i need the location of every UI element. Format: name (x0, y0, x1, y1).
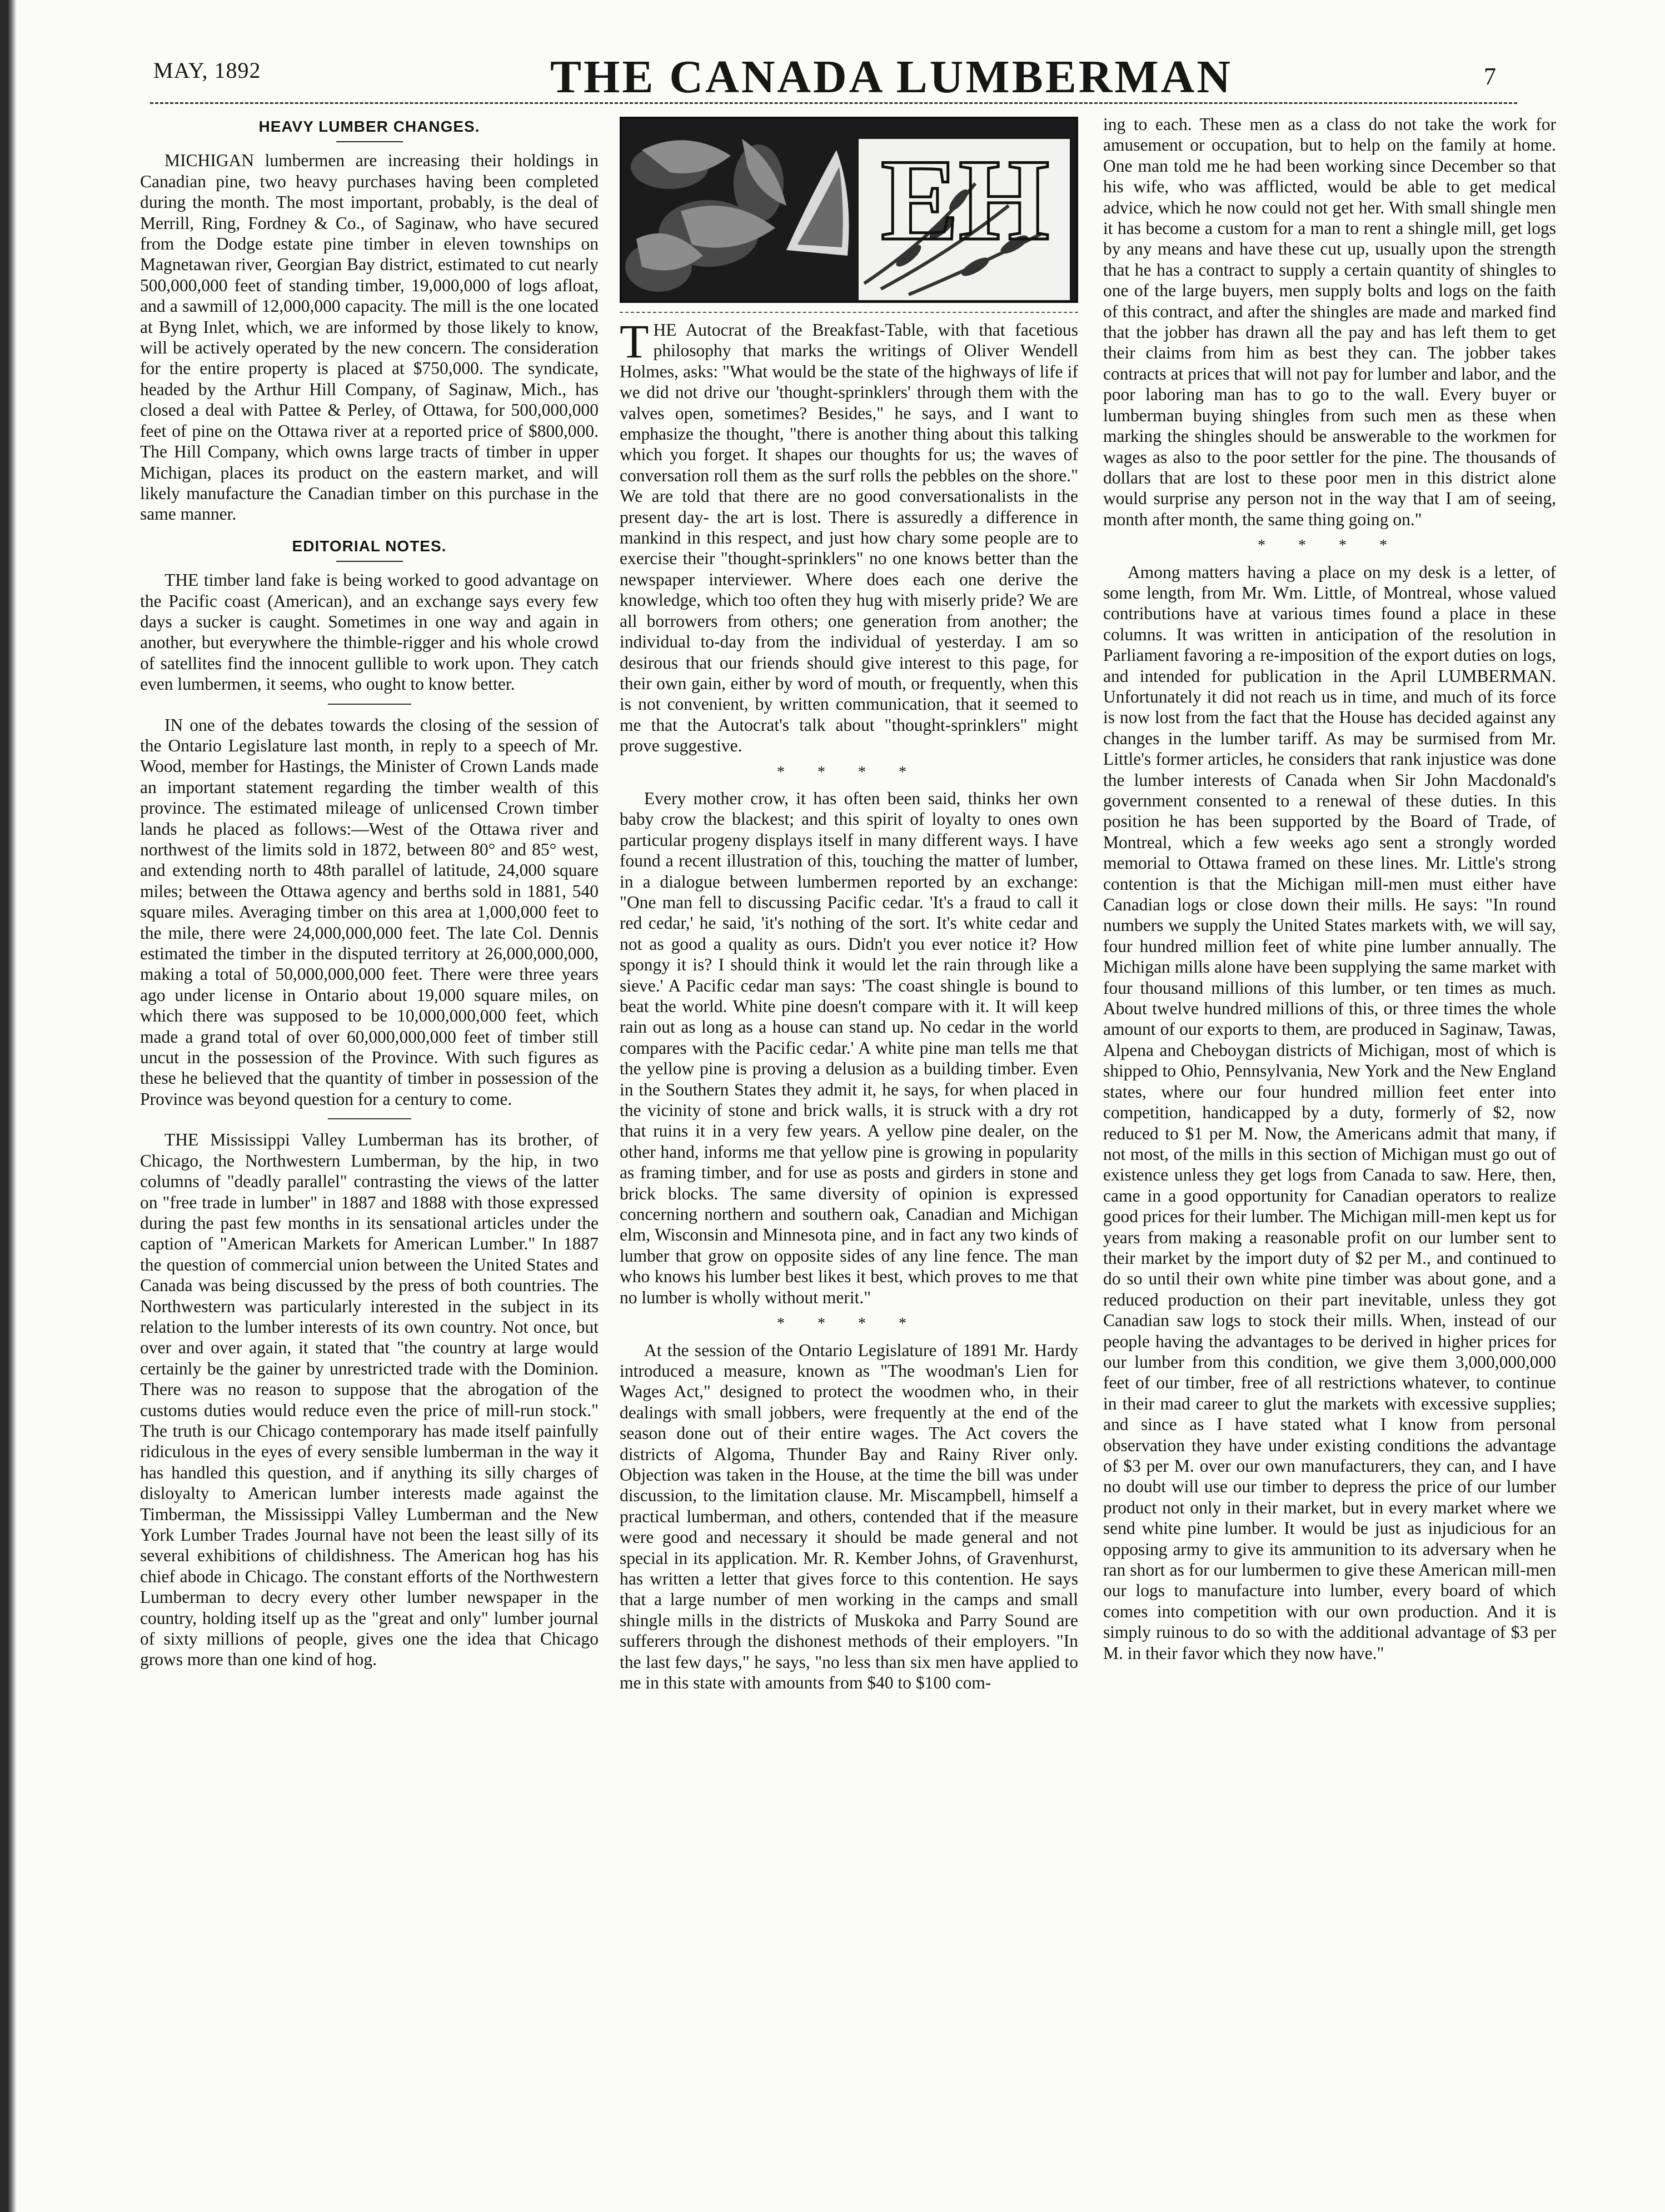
editorial-ontario-legislature: IN one of the debates towards the closing of the session of the Ontario Legislature last month, in reply to a speech of Mr. Wood, member for Hastings, the Minister of Crown Lands made an important statement regarding the timber wealth of this province. The estimated mileage of unlicensed Crown timber lands he placed as follows:—West of the Ottawa river and northwest of the limits sold in 1872, between 80° and 85° west, and extending north to 48th parallel of latitude, 24,000 square miles; between the Ottawa agency and berths sold in 1881, 540 square miles. Averaging timber on this area at 1,000,000 feet to the mile, there were 24,000,000,000 feet. The late Col. Dennis estimated the timber in the disputed territory at 26,000,000,000, making a total of 50,000,000,000 feet. There were three years ago under license in Ontario about 19,000 square miles, on which there was supposed to be 10,000,000,000 feet, which made a grand total of over 60,000,000,000 feet of timber still uncut in the possession of the Province. With such figures as these he believed that the quantity of timber in possession of the Province was beyond question for a century to come. (140, 715, 599, 1109)
column-middle (620, 117, 1078, 1698)
column-right (1103, 114, 1556, 1669)
section-stars: * * * * (777, 763, 921, 781)
ornament-rule (620, 312, 1078, 313)
header-rule (150, 102, 1517, 104)
heading-underline (336, 141, 403, 142)
engraving-image (620, 117, 1078, 303)
article-heavy-lumber-changes: MICHIGAN lumbermen are increasing their holdings in Canadian pine, two heavy purchases having been completed during the month. The most important, probably, is the deal of Merrill, Ring, Fordney & Co., of Saginaw, who have secured from the Dodge estate pine timber in eleven townships on Magnetawan river, Georgian Bay district, estimated to cut nearly 500,000,000 feet of standing timber, 19,000,000 of logs afloat, and a sawmill of 12,000,000 capacity. The mill is the one located at Byng Inlet, which, we are informed by those likely to know, will be actively operated by the new concern. The consideration for the entire property is placed at $750,000. The syndicate, headed by the Arthur Hill Company, of Saginaw, Mich., has closed a deal with Pattee & Perley, of Ottawa, for 500,000,000 feet of pine on the Ottawa river at a reported price of $800,000. The Hill Company, which owns large tracts of timber in upper Michigan, places its product on the eastern market, and will likely manufacture the Canadian timber on this purchase in the same manner. (140, 151, 599, 524)
section-stars: * * * * (1258, 537, 1402, 555)
illustration-letters: EH (881, 136, 1050, 265)
article-autocrat (620, 315, 1078, 756)
section-divider (328, 704, 411, 705)
article-mother-crow: Every mother crow, it has often been said, thinks her own baby crow the blackest; and this spirit of loyalty to ones own particular progeny displays itself in many different ways. I have found a recent illustration of this, touching the matter of lumber, in a dialogue between lumbermen reported by an exchange: "One man fell to discussing Pacific cedar. 'It's a fraud to call it red cedar,' he said, 'it's nothing of the sort. It's white cedar and not as good a quality as ours. Didn't you ever notice it? How spongy it is? I should think it would let the rain through like a sieve.' A Pacific cedar man says: 'The coast shingle is bound to beat the world. White pine doesn't compare with it. It will keep rain out as long as a house can stand up. No cedar in the world compares with the Pacific cedar.' A white pine man tells me that the yellow pine is proving a delusion as a building timber. Even in the Southern States they admit it, he says, for when placed in the vicinity of stone and brick walls, it is struck with a dry rot that ruins it in a very few years. A yellow pine dealer, on the other hand, informs me that yellow pine is growing in popularity as framing timber, and for use as posts and girders in stone and brick blocks. The same diversity of opinion is expressed concerning northern and southern oak, Canadian and Michigan elm, Wisconsin and Minnesota pine, and in fact any two kinds of lumber that grow on opposite sides of any line fence. The man who knows his lumber best likes it best, which proves to me that no lumber is wholly without merit." (620, 788, 1078, 1307)
drop-cap: T (620, 315, 649, 368)
article-autocrat-text: HE Autocrat of the Breakfast-Table, with that facetious philosophy that marks the writings of Oliver Wendell Holmes, asks: "What would be the state of the highways of life if we did not drive our 'thought-sprinklers' through them with the valves open, sometimes? Besides," he says, and I want to emphasize the thought, "there is another thing about this talking which you forget. It shapes our thoughts for us; the waves of conversation roll them as the surf rolls the pebbles on the shore." We are told that there are no good conversationalists in the present day- the art is lost. There is assuredly a difference in mankind in this respect, and just how chary some people are to exercise their "thought-sprinklers" no one knows better than the newspaper interviewer. Where does each one derive the knowledge, which too often they hug with miserly pride? We are all borrowers from others; one generation from another; the individual to-day from the individual of yesterday. I am so desirous that our friends should give interest to this page, for their own gain, either by word of mouth, or frequently, when this is not convenient, by written communication, that it seemed to me that the Autocrat's talk about "thought-sprinklers" might prove suggestive. (620, 320, 1078, 756)
masthead-title: THE CANADA LUMBERMAN (550, 51, 1233, 103)
editorial-timber-land-fake: THE timber land fake is being worked to good advantage on the Pacific coast (American), and an exchange says every few days a sucker is caught. Sometimes in one way and again in another, but everywhere the thimble-rigger and his whole crowd of satellites find the innocent gullible to work upon. They catch even lumbermen, it seems, who ought to know better. (140, 570, 599, 694)
article-woodmans-lien-continued: ing to each. These men as a class do not take the work for amusement or occupation, but to help on the family at home. One man told me he had been working since December so that his wife, who was afflicted, would be able to get medical advice, which he now could not get her. With small shingle men it has become a custom for a man to rent a shingle mill, get logs by any means and have these cut up, usually upon the strength that he has a contract to supply a certain quantity of shingles to one of the large buyers, men supply bolts and logs on the faith of this contract, and after the shingles are made and marked find that the jobber has drawn all the pay and has left them to get their claims from him as best they can. The jobber takes contracts at prices that will not pay for lumber and labor, and the poor laboring man has to go to the wall. Every buyer or lumberman buying shingles from such men as these when marking the shingles should be answerable to the workmen for wages as also to the poor settler for the pine. The thousands of dollars that are lost to these poor men in this district alone would surprise any person not in the way that I am of seeing, month after month, the same thing going on." (1103, 114, 1556, 529)
page-number: 7 (1484, 63, 1496, 90)
editorial-mississippi-valley: THE Mississippi Valley Lumberman has its brother, of Chicago, the Northwestern Lumberman, by the hip, in two columns of "deadly parallel" contrasting the views of the latter on "free trade in lumber" in 1887 and 1888 with those expressed during the past few months in its sensational articles under the caption of "American Markets for American Lumber." In 1887 the question of commercial union between the United States and Canada was being discussed by the press of both countries. The Northwestern was particularly interested in the subject in its relation to the lumber interests of its own country. Not once, but over and over again, it stated that "the country at large would certainly be the gainer by unrestricted trade with the Dominion. There was no reason to suppose that the abrogation of the customs duties would reduce even the price of mill-run stock." The truth is our Chicago contemporary has made itself painfully ridiculous in the eyes of every sensible lumberman in the way it has handled this question, and if anything its silly charges of disloyalty to American lumber interests made against the Timberman, the Mississippi Valley Lumberman and the New York Lumber Trades Journal have not been the least silly of its several exhibitions of childishness. The American hog has his chief abode in Chicago. The constant efforts of the Northwestern Lumberman to decry every other lumber newspaper in the country, holding itself up as the "great and only" lumber journal of sixty millions of people, gives one the idea that Chicago grows more than one kind of hog. (140, 1130, 599, 1670)
decorative-illustration (620, 117, 1078, 303)
section-divider (328, 1118, 411, 1119)
column-left (140, 114, 599, 1676)
heading-editorial-notes: EDITORIAL NOTES. (292, 537, 447, 555)
heading-heavy-lumber-changes: HEAVY LUMBER CHANGES. (258, 118, 480, 135)
section-stars: * * * * (777, 1315, 921, 1333)
article-woodmans-lien: At the session of the Ontario Legislature of 1891 Mr. Hardy introduced a measure, known as "The woodman's Lien for Wages Act," designed to protect the woodmen who, in their dealings with small jobbers, were frequently at the end of the season done out of their entire wages. The Act covers the districts of Algoma, Thunder Bay and Rainy River only. Objection was taken in the House, at the time the bill was under discussion, to the limitation clause. Mr. Miscampbell, himself a practical lumberman, and others, contended that if the measure were good and necessary it should be made general and not special in its application. Mr. R. Kember Johns, of Gravenhurst, has written a letter that gives force to this contention. He says that a large number of men working in the camps and small shingle mills in the districts of Muskoka and Parry Sound are sufferers through the dishonest methods of their employers. "In the last few days," he says, "no less than six men have applied to me in this state with amounts from $40 to $100 com- (620, 1340, 1078, 1692)
heading-underline (336, 561, 403, 562)
issue-date: MAY, 1892 (153, 58, 261, 83)
article-little-letter: Among matters having a place on my desk is a letter, of some length, from Mr. Wm. Little, of Montreal, whose valued contributions have at various times found a place in these columns. It was written in anticipation of the resolution in Parliament favoring a re-imposition of the export duties on logs, and intended for publication in the April LUMBERMAN. Unfortunately it did not reach us in time, and much of its force is now lost from the fact that the House has decided against any changes in the lumber tariff. As may be surmised from Mr. Little's former articles, he considers that rank injustice was done the lumber interests of Canada when Sir John Macdonald's government consented to a renewal of these duties. In this position he has been supported by the Board of Trade, of Montreal, which a few weeks ago sent a strongly worded memorial to Ottawa framed on these lines. Mr. Little's strong contention is that the Michigan mill-men must either have Canadian logs or close down their mills. He says: "In round numbers we supply the United States markets with, we will say, four hundred million feet of white pine lumber annually. The Michigan mills alone have been supplying the same market with four thousand millions of this lumber, or ten times as much. About twelve hundred millions of this, or three times the whole amount of our exports to them, are produced in Saginaw, Tawas, Alpena and Cheboygan districts of Michigan, most of which is shipped to Ohio, Pennsylvania, New York and the New England states, where our four hundred million feet enter into competition, handicapped by a duty, formerly of $2, now reduced to $1 per M. Now, the Americans admit that many, if not most, of the mills in this section of Michigan must go out of existence unless they get logs from Canada to saw. Here, then, came in a good opportunity for Canadian operators to realize good prices for their lumber. The Michigan mill-men kept us for years from making a reasonable profit on our lumber sent to their market by the import duty of $2 per M., and continued to do so until their own white pine timber was about gone, and a reduced production on their part inevitable, unless they got Canadian saw logs to stock their mills. When, instead of our people having the advantages to be derived in higher prices for our lumber from this condition, we give them 3,000,000,000 feet of our timber, free of all restrictions whatever, to continue in their mad career to glut the markets with excessive supplies; and since as I have stated what I know from personal observation they have under existing conditions the advantage of $3 per M. over our own manufacturers, they can, and I have no doubt will use our timber to depress the price of our lumber product not only in their market, but in every market where we send white pine lumber. It would be just as injudicious for an opposing army to give its ammunition to its adversary when he ran short as for our lumbermen to give these American mill-men our logs to manufacture into lumber, every board of which comes into competition with our own production. And it is simply ruinous to do so with the additional advantage of $3 per M. in their favor which they now have." (1103, 562, 1556, 1663)
page-spine-shadow (0, 0, 17, 2212)
